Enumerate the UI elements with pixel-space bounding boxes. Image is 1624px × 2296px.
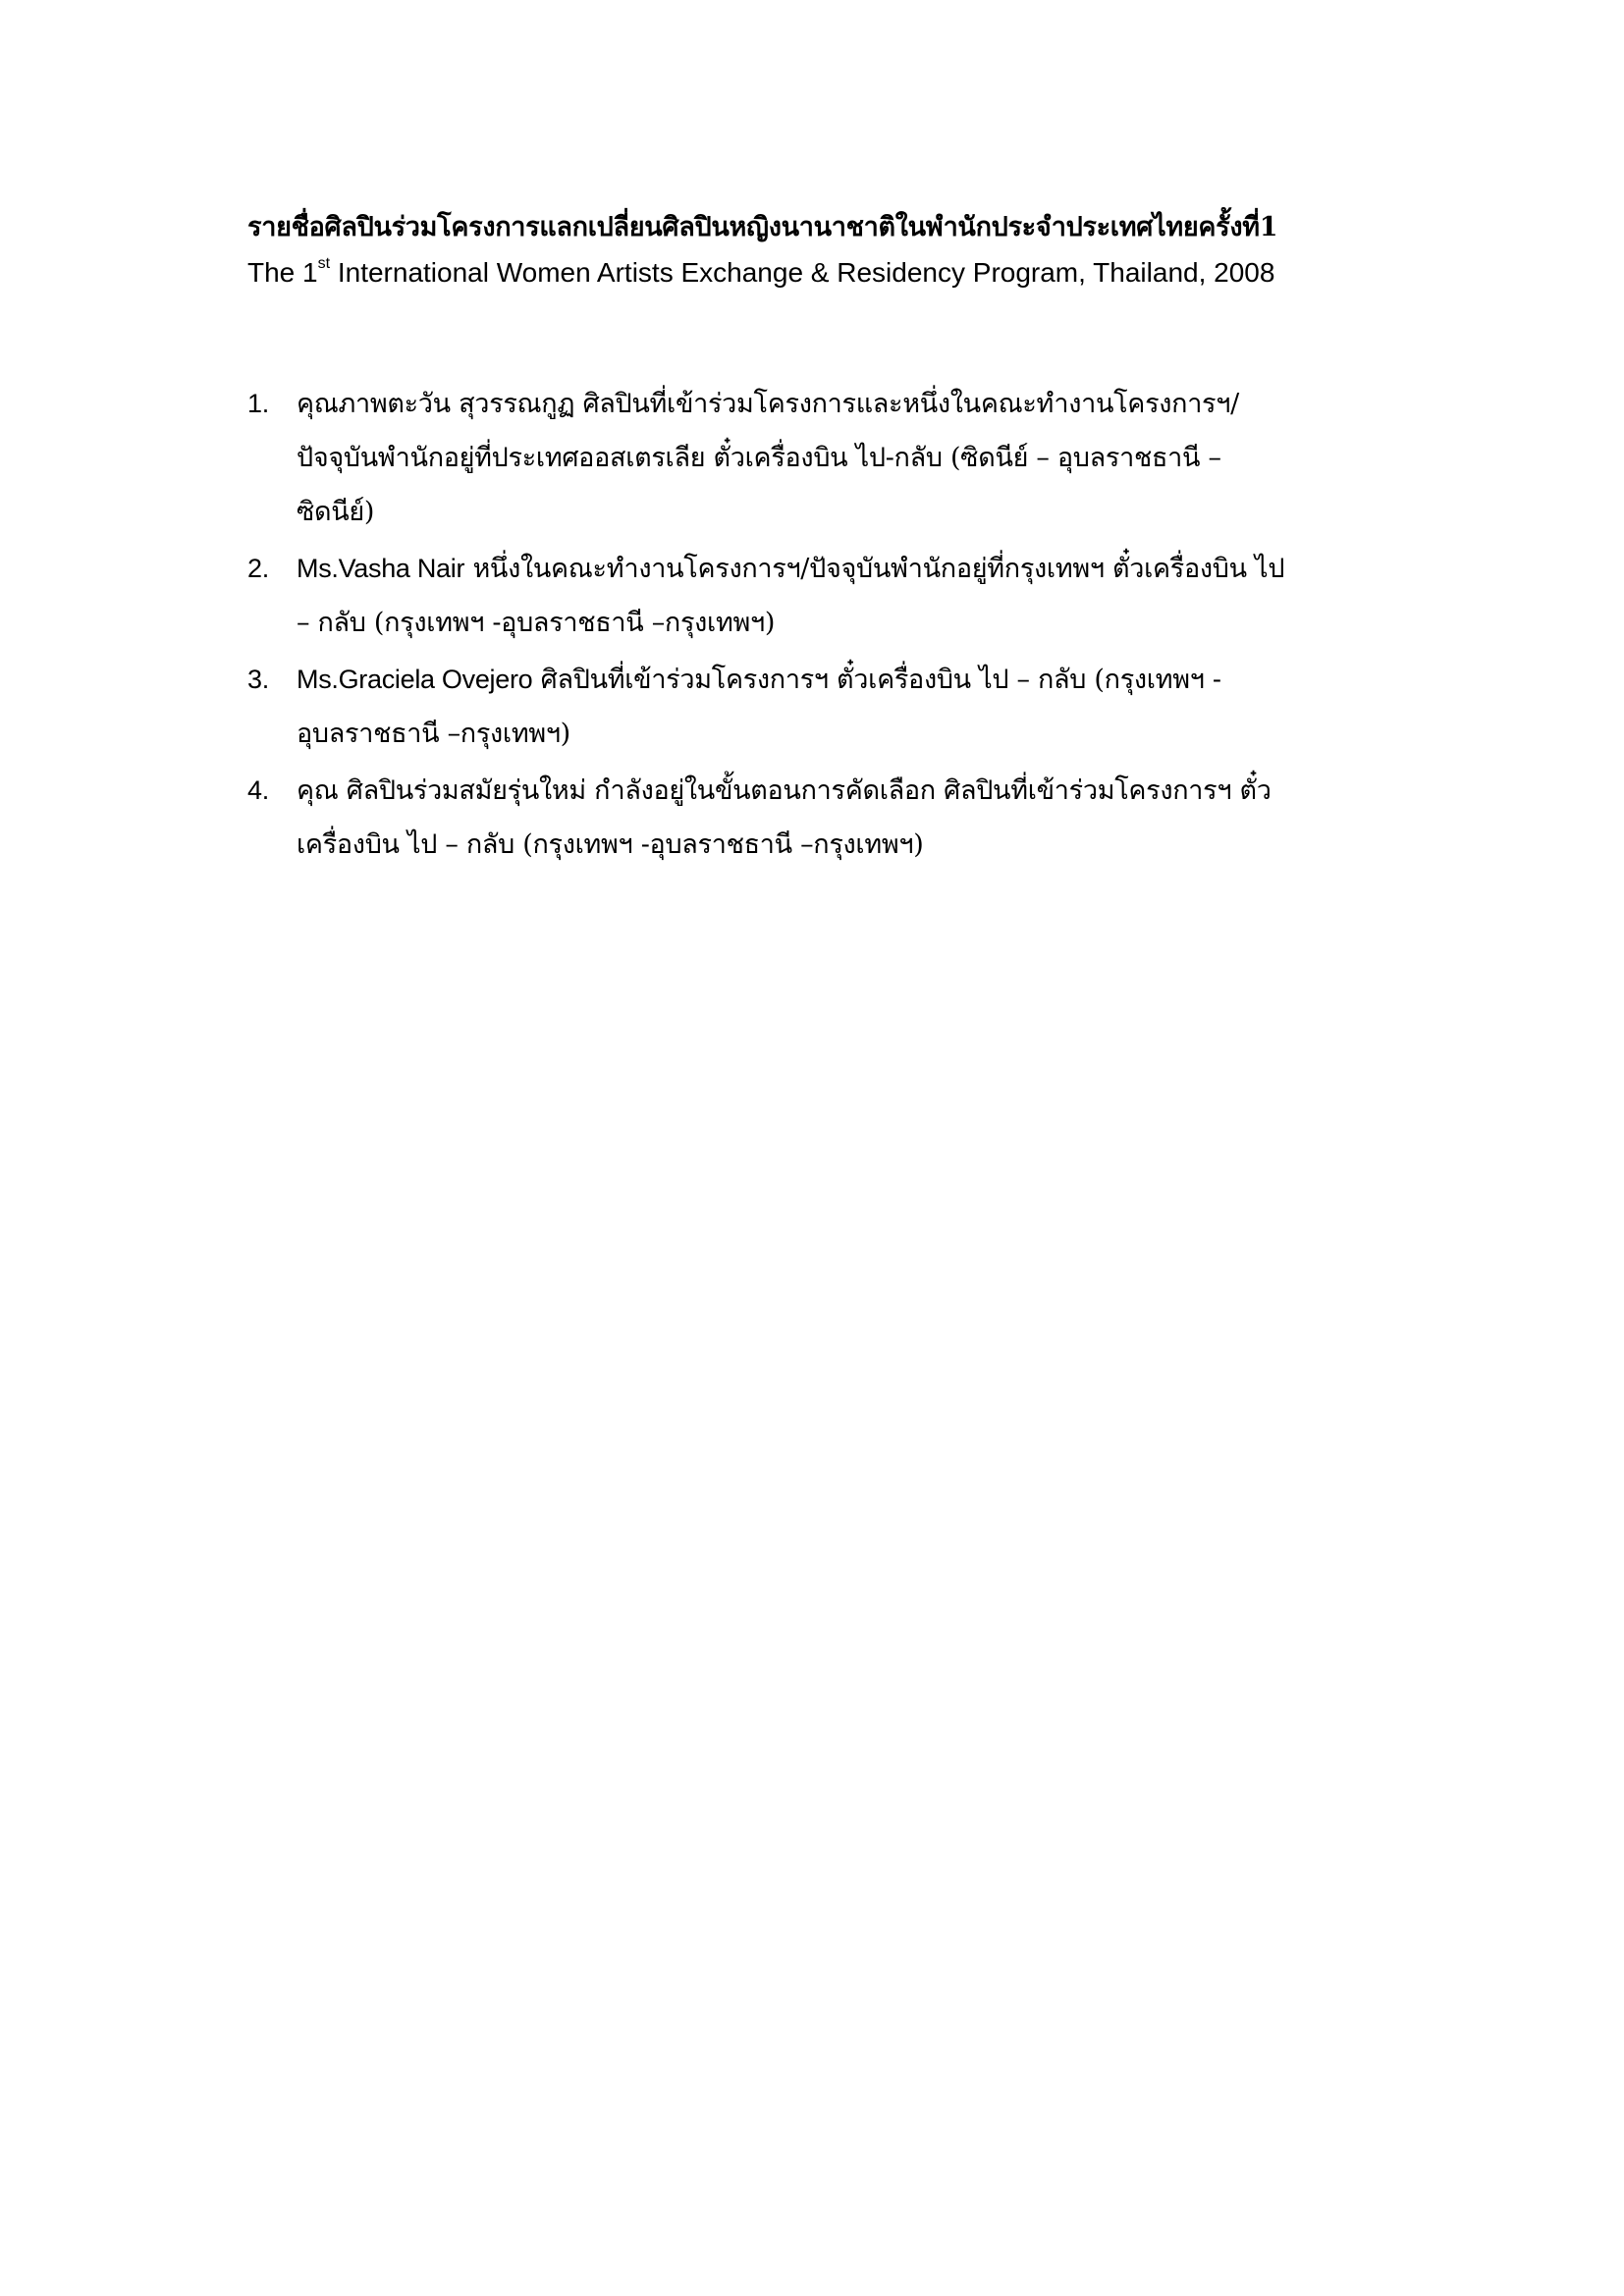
list-item-line: เครื่องบิน ไป – กลับ (กรุงเทพฯ -อุบลราชธานี –กรุงเทพฯ) — [297, 829, 924, 860]
artist-name: Ms.Graciela Ovejero — [297, 665, 533, 694]
list-item-text: หนึ่งในคณะทำงานโครงการฯ/ปัจจุบันพำนักอยู่ที่กรุงเทพฯ ตั๋วเครื่องบิน ไป — [464, 554, 1285, 584]
list-item — [247, 653, 1386, 761]
list-item-text: ศิลปินที่เข้าร่วมโครงการฯ ตั๋วเครื่องบิน ไป – กลับ (กรุงเทพฯ - — [532, 665, 1221, 695]
list-item-line — [297, 653, 1386, 707]
list-item-line: คุณ ศิลปินร่วมสมัยรุ่นใหม่ กำลังอยู่ในขั้นตอนการคัดเลือก ศิลปินที่เข้าร่วมโครงการฯ ตั๋ว — [297, 775, 1272, 806]
list-item-number: 3. — [247, 665, 269, 694]
list-item — [247, 764, 1386, 872]
list-item-number: 4. — [247, 775, 269, 805]
list-item-number: 2. — [247, 554, 269, 583]
list-item-line: คุณภาพตะวัน สุวรรณกูฏ ศิลปินที่เข้าร่วมโครงการและหนึ่งในคณะทำงานโครงการฯ/ — [297, 389, 1239, 419]
list-item-line: ปัจจุบันพำนักอยู่ที่ประเทศออสเตรเลีย ตั๋วเครื่องบิน ไป-กลับ (ซิดนีย์ – อุบลราชธานี – — [297, 443, 1221, 473]
artist-name: Ms.Vasha Nair — [297, 554, 465, 583]
list-item — [247, 542, 1386, 650]
title-english-prefix: The 1 — [247, 257, 318, 288]
title-thai: รายชื่อศิลปินร่วมโครงการแลกเปลี่ยนศิลปินหญิงนานาชาติในพำนักประจำประเทศไทยครั้งที่1 — [247, 212, 1278, 242]
list-item — [247, 377, 1386, 539]
artist-list — [247, 377, 1386, 875]
list-item-line — [297, 542, 1386, 596]
list-item-line: – กลับ (กรุงเทพฯ -อุบลราชธานี –กรุงเทพฯ) — [297, 608, 776, 638]
title-english-rest: International Women Artists Exchange & Residency Program, Thailand, 2008 — [330, 257, 1275, 288]
list-item-line: ซิดนีย์) — [297, 497, 375, 527]
document-header — [247, 206, 1386, 294]
list-item-number: 1. — [247, 389, 269, 418]
title-english-ordinal-suffix: st — [317, 254, 331, 272]
list-item-line: อุบลราชธานี –กรุงเทพฯ) — [297, 719, 570, 749]
title-english — [247, 251, 1386, 294]
